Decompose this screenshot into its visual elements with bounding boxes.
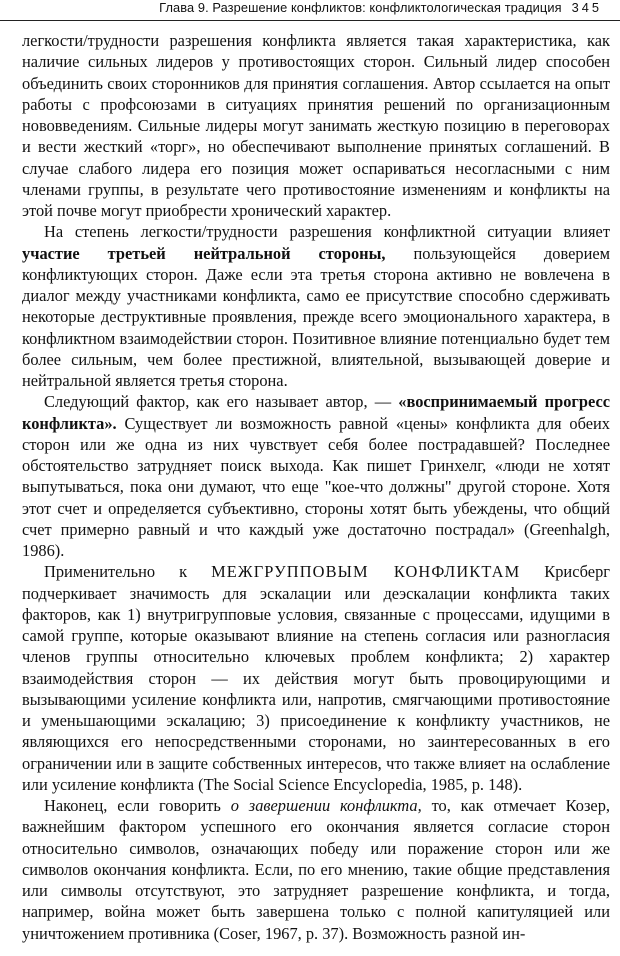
paragraph-text: легкости/трудности разрешения конфликта является такая характеристика, как наличие сильных лидеров у противостоящих сторон. Сильный лидер способен объединить своих сторонников для принятия соглашения. Автор ссылается на опыт работы с профсоюзами в ситуациях принятия решений по организационным нововведениям. Сильные лидеры могут занимать жесткую позицию в переговорах и вести жесткий «торг», но обеспечивают выполнение принятых соглашений. В случае слабого лидера его позиция может оспариваться несогласными с ним членами группы, в результате чего противостояние изменениям и конфликты на этой почве могут приобрести хронический характер.: [22, 31, 610, 220]
running-header: [18, 0, 602, 20]
paragraph-text: Существует ли возможность равной «цены» конфликта для обеих сторон или же одна из них чувствует себя более пострадавшей? Последнее обстоятельство затрудняет поиск выхода. Как пишет Гринхелг, «люди не хотят выпутываться, пока они думают, что еще "кое-что должны" другой стороне. Хотя этот счет и определяется субъективно, стороны хотят быть убеждены, что общий счет примерно равный и что каждый уже достаточно пострадал» (Greenhalgh, 1986).: [22, 413, 610, 560]
paragraph: [22, 30, 610, 221]
paragraph: [22, 561, 610, 795]
italic-term: о завершении конфликта,: [230, 796, 422, 815]
paragraph-text: Следующий фактор, как его называет автор, —: [44, 392, 399, 412]
paragraph-text: На степень легкости/трудности разрешения конфликтной ситуации влияет: [44, 222, 610, 242]
bold-term: участие третьей нейтральной стороны,: [22, 243, 386, 263]
chapter-title: Глава 9. Разрешение конфликтов: конфликтологическая традиция: [159, 0, 562, 15]
paragraph-text: Крисберг подчеркивает значимость для эскалации или деэскалации конфликта таких факторов, как 1) внутригрупповые условия, связанные с процессами, идущими в самой группе, которые оказывают влияние на степень согласия или разногласия членов группы относительно ключевых проблем конфликта; 2) характер взаимодействия сторон — их действия могут быть провоцирующими и вызывающими усиление конфликта или, напротив, смягчающими противостояние и уменьшающими эскалацию; 3) присоединение к конфликту участников, не являющихся его непосредственными сторонами, но заинтересованных в его ограничении или в защите собственных интересов, что также влияет на ослабление или усиление конфликта (The Social Science Encyclopedia, 1985, p. 148).: [22, 562, 610, 794]
bold-term: «воспринимаемый прогресс конфликта».: [22, 392, 610, 433]
paragraph: [22, 795, 610, 944]
paragraph-text: то, как отмечает Козер, важнейшим фактором успешного его окончания является согласие сторон относительно символов, означающих победу или поражение сторон или же символов окончания конфликта. Если, по его мнению, такие общие представления или символы отсутствуют, это затрудняет разрешение конфликта, и тогда, например, война может быть завершена только с полной капитуляцией или уничтожением противника (Coser, 1967, p. 37). Возможность разной ин-: [22, 796, 610, 943]
body-text: [22, 30, 610, 944]
paragraph-text: Применительно к: [44, 562, 212, 582]
paragraph: [22, 221, 610, 391]
page-number: 345: [571, 0, 602, 15]
header-rule: [0, 20, 620, 21]
paragraph: [22, 391, 610, 561]
paragraph-text: пользующейся доверием конфликтующих сторон. Даже если эта третья сторона активно не вовлечена в диалог между участниками конфликта, само ее присутствие способно сдерживать некоторые деструктивные проявления, прежде всего эмоционального характера, в конфликтном взаимодействии сторон. Позитивное влияние потенциально будет тем более сильным, чем более престижной, влиятельной, вызывающей доверие и нейтральной является третья сторона.: [22, 243, 610, 390]
caps-term: МЕЖГРУППОВЫМ КОНФЛИКТАМ: [211, 562, 521, 582]
paragraph-text: Наконец, если говорить: [44, 796, 231, 815]
